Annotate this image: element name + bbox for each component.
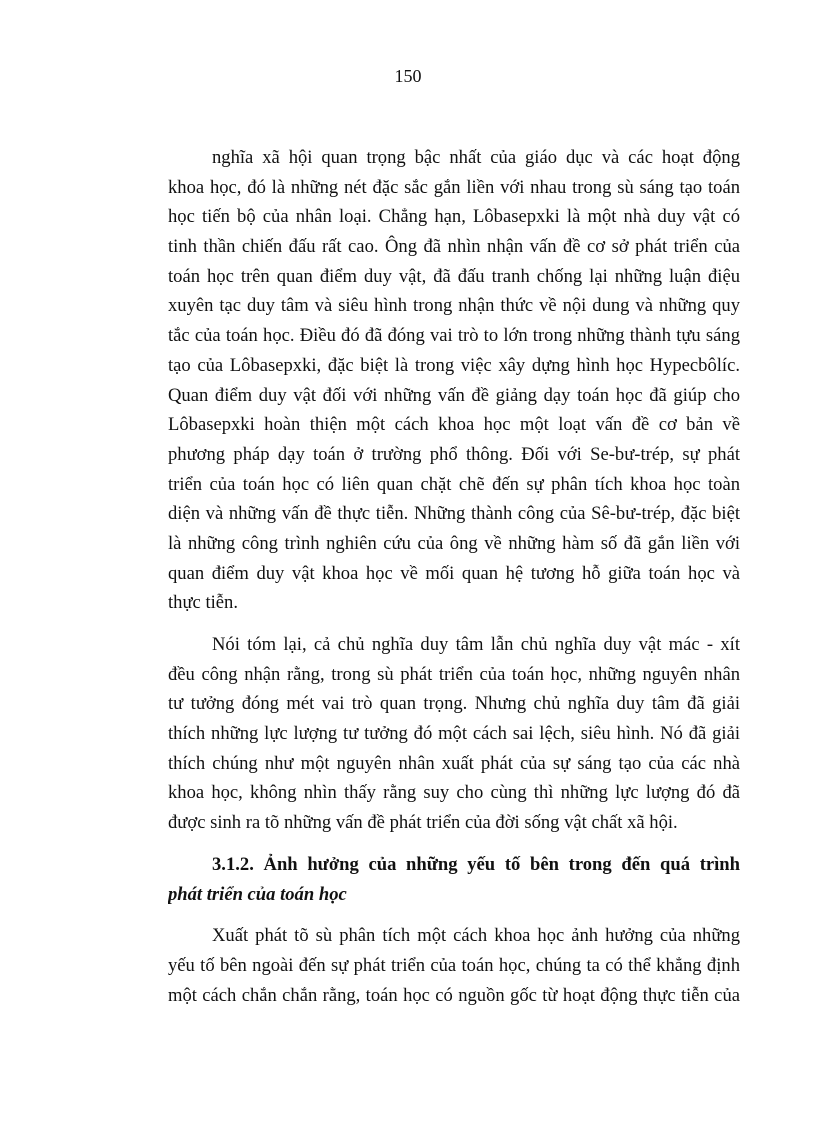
page-content xyxy=(168,143,740,1010)
text-line: một cách chắn chắn rằng, toán học có nguồn gốc từ hoạt động thực tiễn của xyxy=(168,984,740,1006)
text-line: khoa học, đó là những nét đặc sắc gắn liền với nhau trong sù sáng tạo toán xyxy=(168,176,740,198)
text-line: tinh thần chiến đấu rất cao. Ông đã nhìn nhận vấn đề cơ sở phát triển của xyxy=(168,236,740,258)
text-line: thực tiễn. xyxy=(168,592,238,614)
text-line: triển của toán học có liên quan chặt chẽ đến sự phân tích khoa học toàn xyxy=(168,473,740,495)
paragraph-2 xyxy=(168,630,740,838)
paragraph-3 xyxy=(168,921,740,1010)
text-line: Nói tóm lại, cả chủ nghĩa duy tâm lẫn chủ nghĩa duy vật mác - xít xyxy=(212,634,740,655)
text-line: tư tưởng đóng mét vai trò quan trọng. Nhưng chủ nghĩa duy tâm đã giải xyxy=(168,693,740,715)
text-line: tắc của toán học. Điều đó đã đóng vai trò to lớn trong những thành tựu sáng xyxy=(168,325,740,347)
text-line: nghĩa xã hội quan trọng bậc nhất của giáo dục và các hoạt động xyxy=(212,147,740,168)
text-line: xuyên tạc duy tâm và siêu hình trong nhận thức về nội dung và những quy xyxy=(168,295,740,317)
text-line: được sinh ra tõ những vấn đề phát triển của đời sống vật chất xã hội. xyxy=(168,812,678,834)
page-number: 150 xyxy=(394,66,422,86)
text-line: khoa học, không nhìn thấy rằng suy cho cùng thì những lực lượng đó đã xyxy=(168,782,740,804)
text-line: diện và những vấn đề thực tiễn. Những thành công của Sê-bư-trép, đặc biệt xyxy=(168,503,740,525)
heading-line: phát triển của toán học xyxy=(168,883,347,905)
text-line: thích chúng như một nguyên nhân xuất phát của sự sáng tạo của các nhà xyxy=(168,752,740,774)
text-line: là những công trình nghiên cứu của ông về những hàm số đã gắn liền với xyxy=(168,532,740,554)
heading-line: 3.1.2. Ảnh hưởng của những yếu tố bên trong đến quá trình xyxy=(212,853,740,875)
text-line: học tiến bộ của nhân loại. Chẳng hạn, Lôbasepxki là một nhà duy vật có xyxy=(168,206,740,228)
paragraph-spacer xyxy=(168,909,740,921)
text-line: đều công nhận rằng, trong sù phát triển của toán học, những nguyên nhân xyxy=(168,663,740,685)
text-line: thích những lực lượng tư tưởng đó một cách sai lệch, siêu hình. Nó đã giải xyxy=(168,723,740,745)
paragraph-1 xyxy=(168,143,740,618)
paragraph-spacer xyxy=(168,618,740,630)
text-line: Quan điểm duy vật đối với những vấn đề giảng dạy toán học đã giúp cho xyxy=(168,384,740,406)
text-line: tạo của Lôbasepxki, đặc biệt là trong việc xây dựng hình học Hypecbôlíc. xyxy=(168,354,740,376)
text-line: yếu tố bên ngoài đến sự phát triển của toán học, chúng ta có thể khẳng định xyxy=(168,954,740,976)
section-heading xyxy=(168,850,740,909)
text-line: phương pháp dạy toán ở trường phổ thông. Đối với Se-bư-trép, sự phát xyxy=(168,443,740,465)
text-line: quan điểm duy vật khoa học về mối quan hệ tương hỗ giữa toán học và xyxy=(168,562,740,584)
text-line: Lôbasepxki hoàn thiện một cách khoa học một loạt vấn đề cơ bản về xyxy=(168,414,740,436)
text-line: Xuất phát tõ sù phân tích một cách khoa học ảnh hưởng của những xyxy=(212,925,740,947)
paragraph-spacer xyxy=(168,838,740,850)
text-line: toán học trên quan điểm duy vật, đã đấu tranh chống lại những luận điệu xyxy=(168,265,740,287)
